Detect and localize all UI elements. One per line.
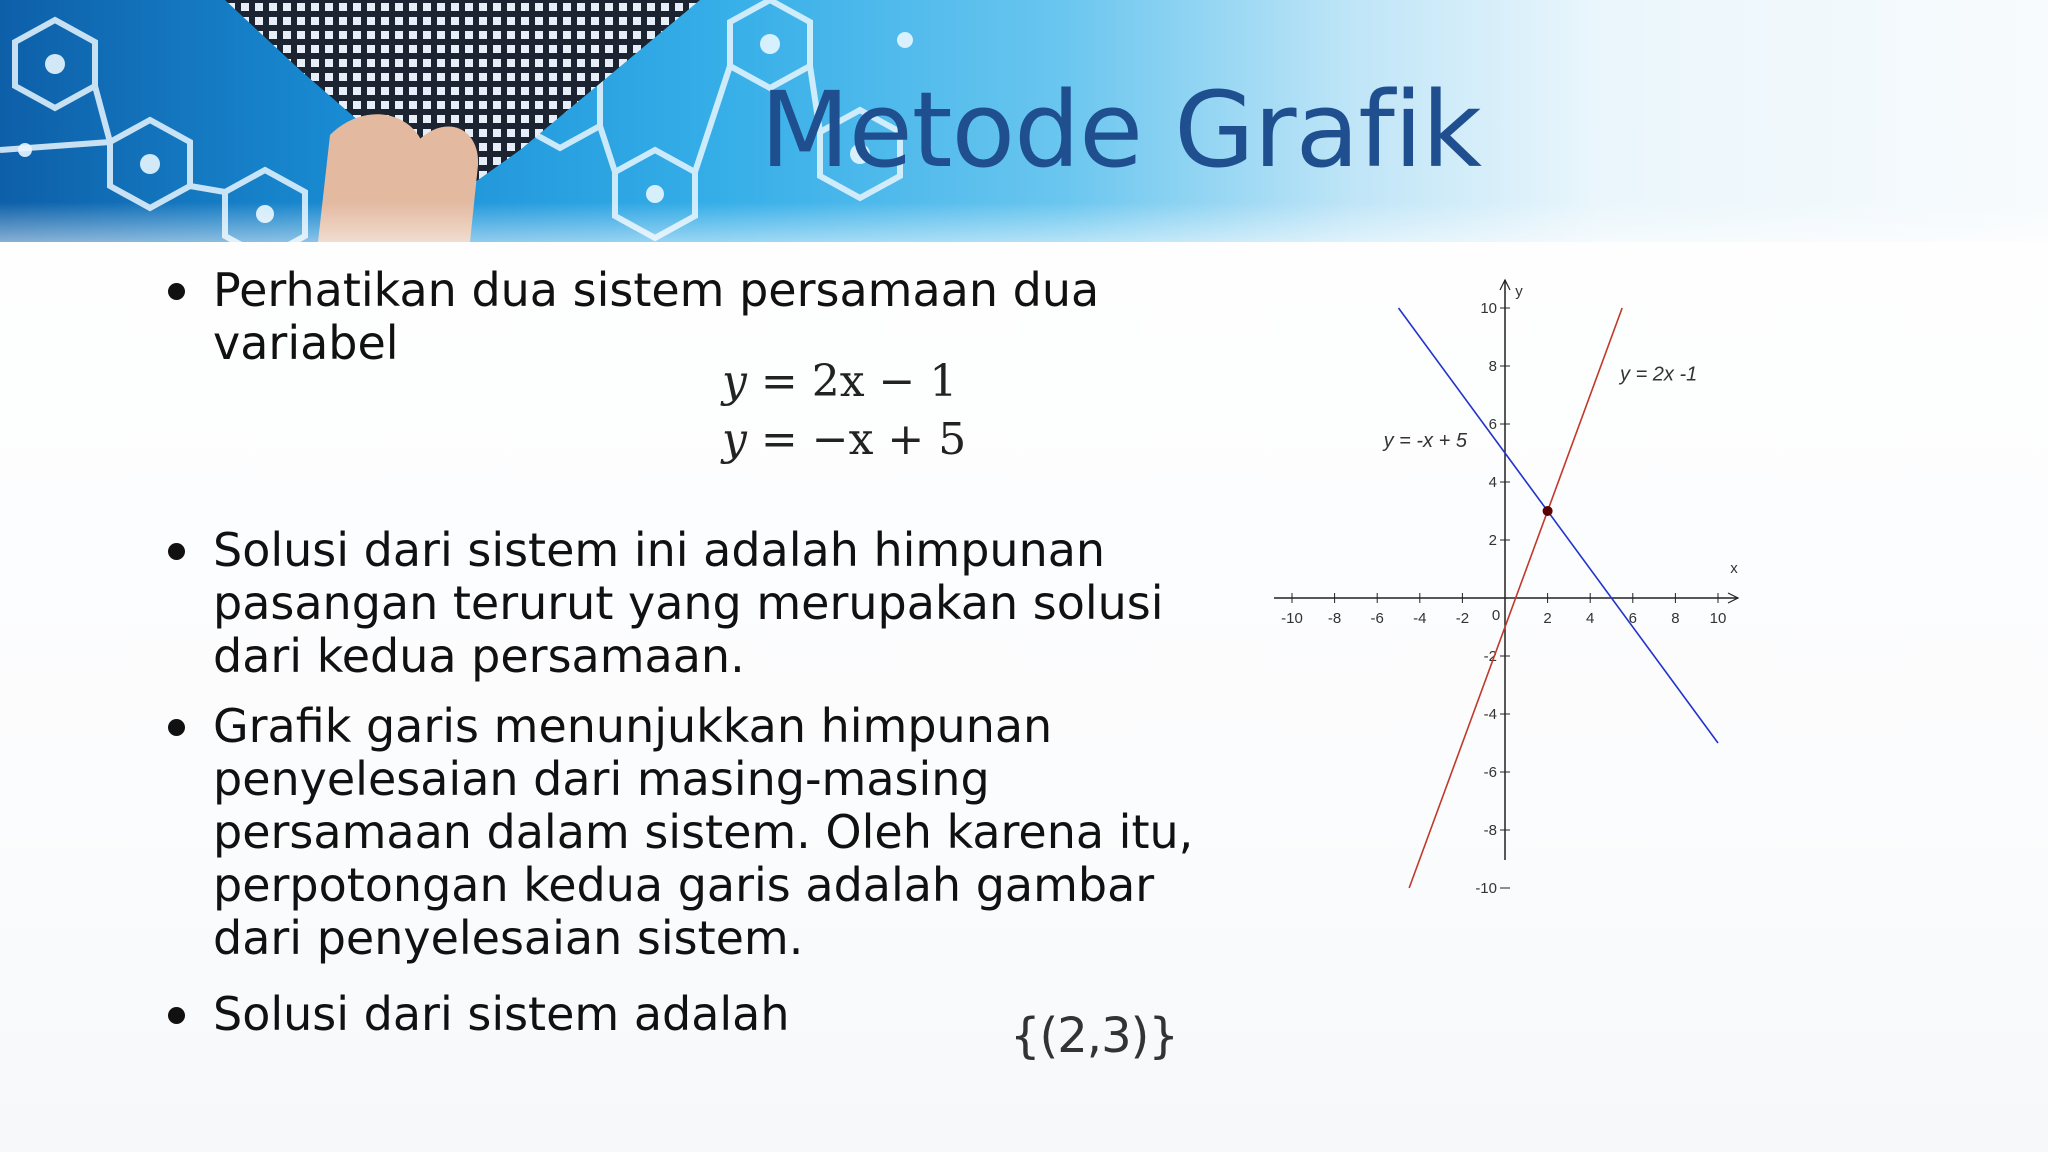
series-label-2: y = -x + 5	[1383, 430, 1467, 453]
y-tick-label: -10	[1475, 880, 1497, 897]
bullet-text: Grafik garis menunjukkan himpunan penyelesaian dari masing-masing persamaan dalam sistem. Oleh karena itu, perpotongan kedua garis adalah gambar dari penyelesaian sistem.	[213, 699, 1194, 965]
banner-fade	[0, 202, 2048, 242]
y-tick-label: -8	[1483, 822, 1497, 839]
x-tick-label: 10	[1709, 610, 1727, 627]
y-tick-label: -2	[1483, 648, 1497, 665]
x-tick-label: -10	[1281, 610, 1303, 627]
bullet-dot-icon	[168, 283, 185, 300]
equation-1-rhs: = 2x − 1	[760, 356, 958, 407]
y-tick-label: -6	[1483, 764, 1497, 781]
y-tick-label: 6	[1488, 416, 1497, 433]
x-tick-label: 8	[1671, 610, 1680, 627]
line-graph	[1250, 270, 1770, 930]
bullet-text: Solusi dari sistem ini adalah himpunan pasangan terurut yang merupakan solusi dari kedua persamaan.	[213, 523, 1164, 683]
series-label-1: y = 2x -1	[1620, 363, 1698, 386]
equation-2-lhs: y	[722, 414, 747, 465]
y-axis-label: y	[1515, 283, 1523, 300]
x-tick-label: -8	[1327, 610, 1342, 627]
y-tick-label: -4	[1483, 706, 1497, 723]
bullet-item	[168, 264, 1208, 370]
origin-label: 0	[1491, 607, 1501, 624]
bullet-text: Perhatikan dua sistem persamaan dua variabel	[213, 263, 1100, 370]
x-tick-label: 6	[1628, 610, 1637, 627]
solution-set: {(2,3)}	[1010, 1008, 1178, 1064]
y-tick-label: 10	[1480, 300, 1497, 317]
slide-title: Metode Grafik	[760, 69, 1481, 191]
equation-2	[722, 414, 966, 465]
equation-1-lhs: y	[722, 356, 747, 407]
bullet-dot-icon	[168, 543, 185, 560]
bullet-dot-icon	[168, 719, 185, 736]
x-tick-label: -4	[1413, 610, 1427, 627]
equation-2-rhs: = −x + 5	[760, 414, 967, 465]
bullet-dot-icon	[168, 1007, 185, 1024]
intersection-point	[1543, 506, 1553, 516]
bullet-item	[168, 700, 1208, 965]
x-axis-label: x	[1730, 560, 1738, 577]
x-tick-label: 4	[1586, 610, 1595, 627]
bullet-text: Solusi dari sistem adalah	[213, 987, 790, 1041]
equation-1	[722, 356, 957, 407]
y-tick-label: 8	[1488, 358, 1497, 375]
x-tick-label: -6	[1370, 610, 1384, 627]
bullet-item	[168, 524, 1208, 683]
y-tick-label: 2	[1488, 532, 1497, 549]
x-tick-label: -2	[1455, 610, 1470, 627]
y-tick-label: 4	[1488, 474, 1497, 491]
x-tick-label: 2	[1543, 610, 1552, 627]
